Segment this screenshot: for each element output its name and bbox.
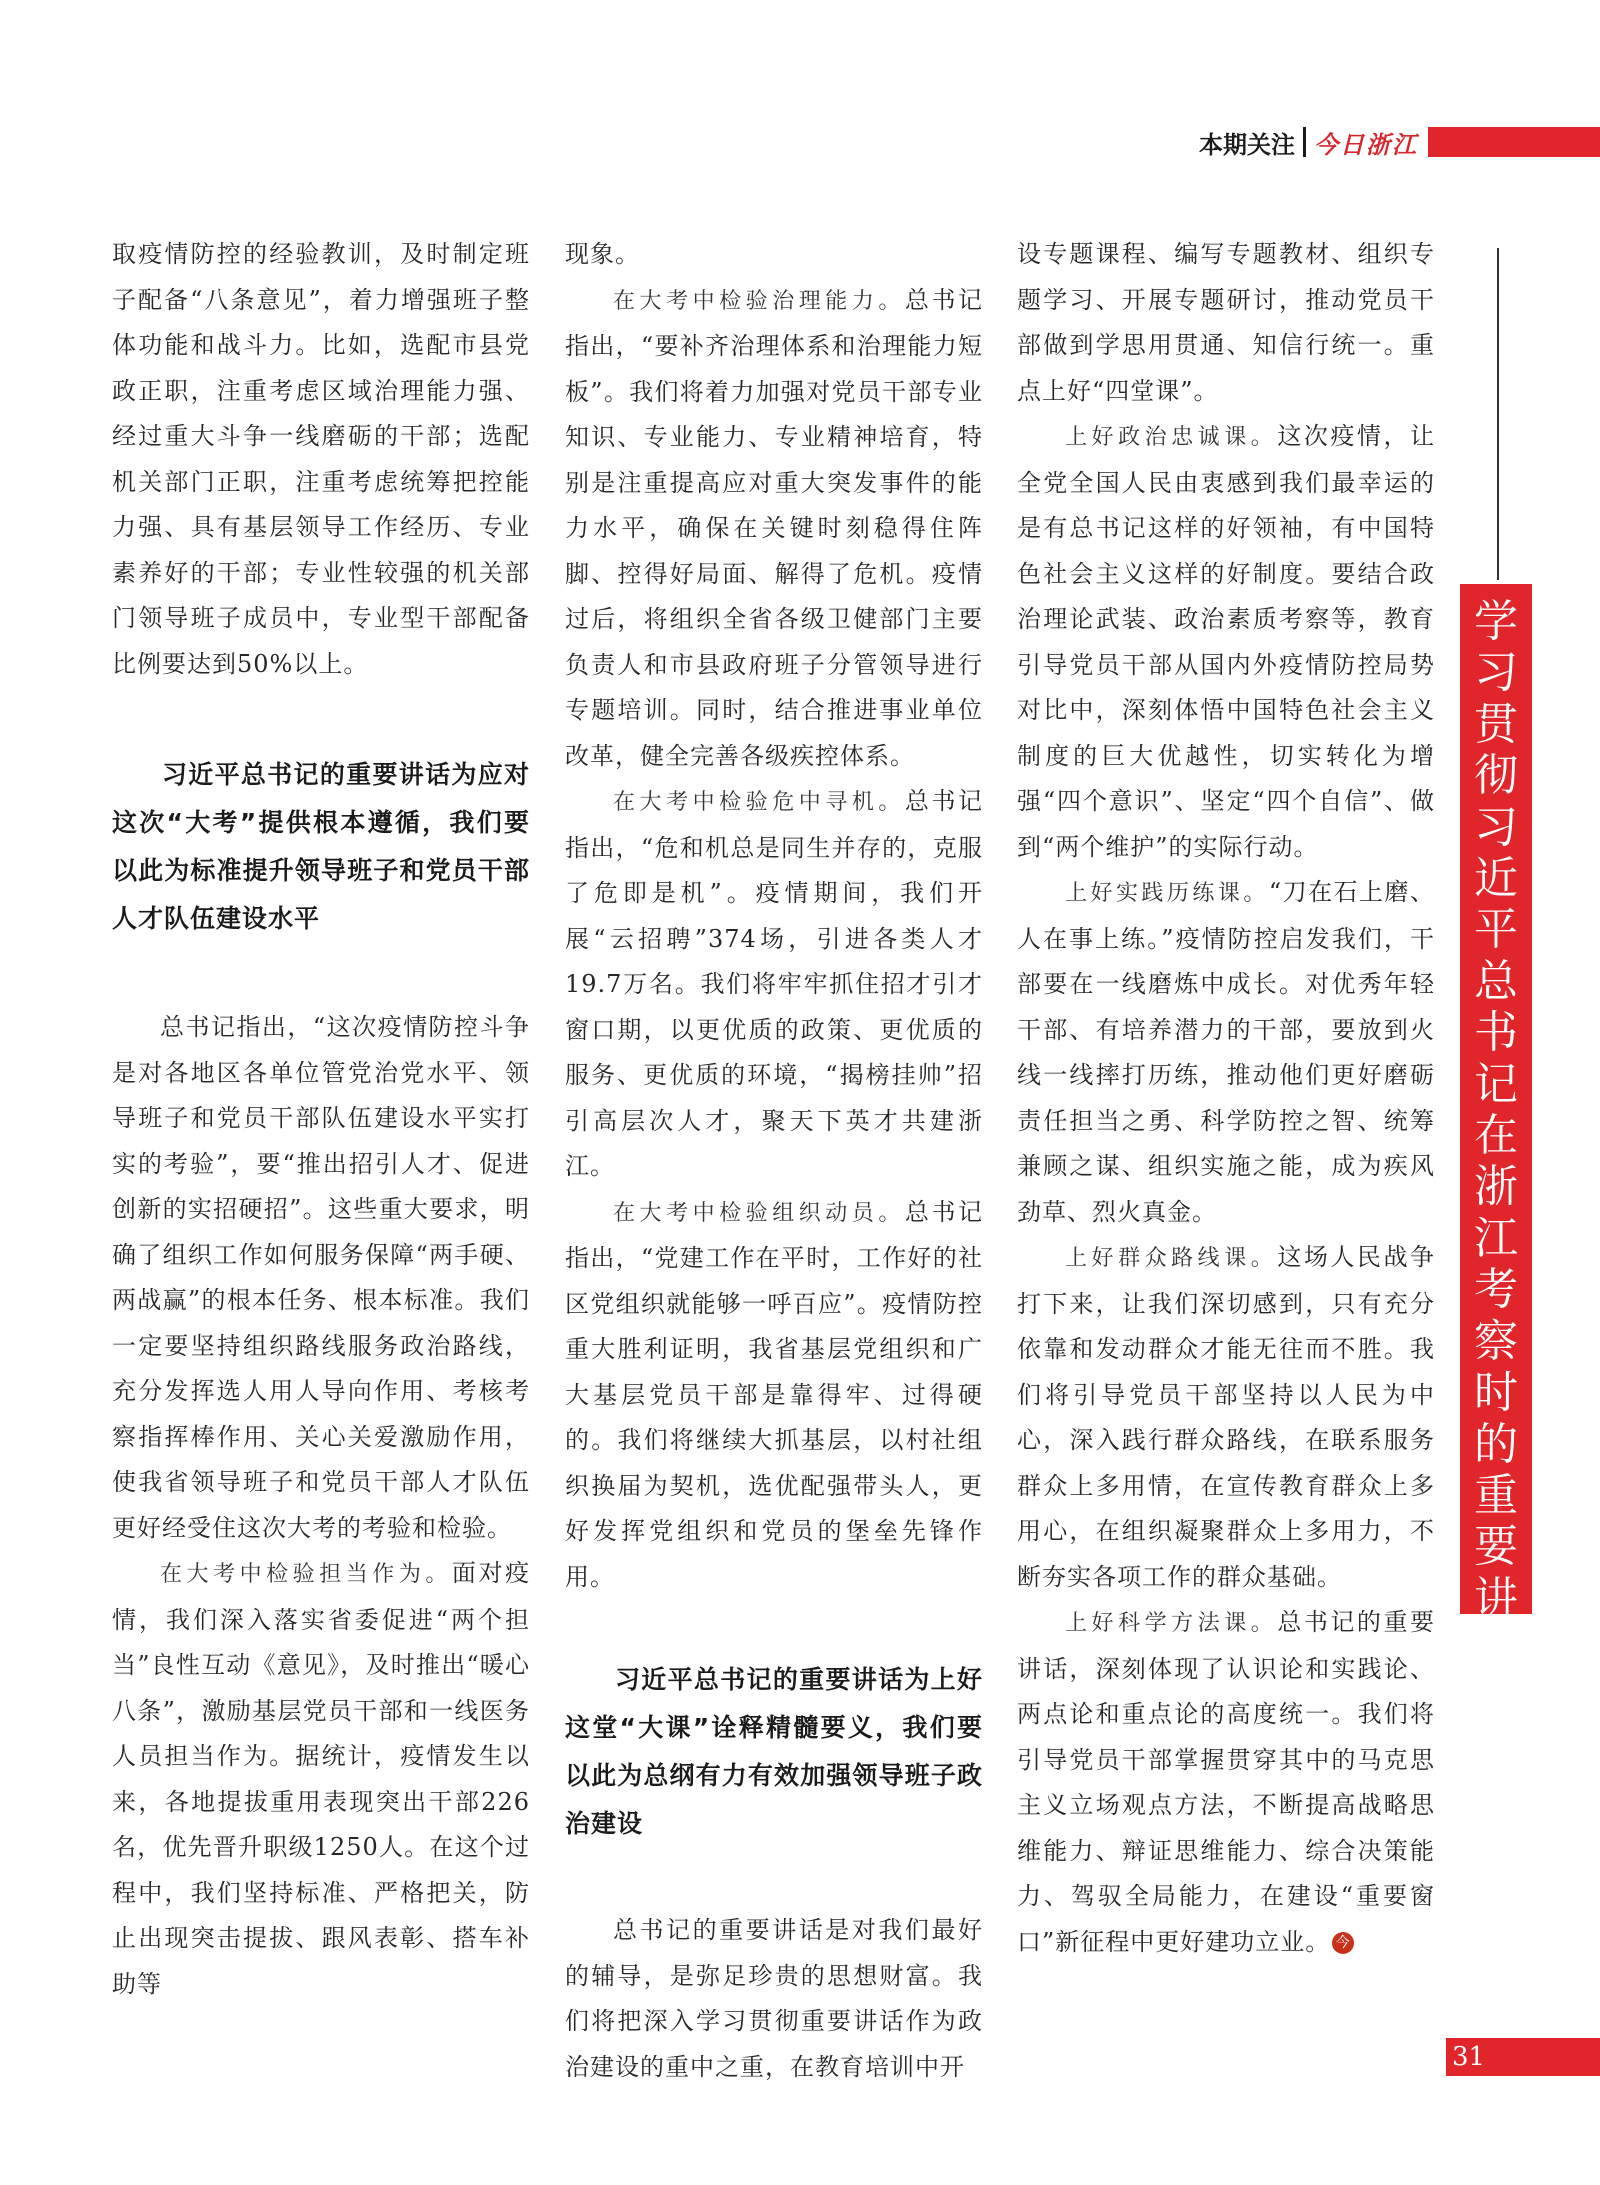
column-2 [565,232,983,2090]
paragraph-lead: 上好政治忠诚课。 [1065,425,1278,450]
section-label: 本期关注 [1199,130,1295,159]
column-1 [112,232,530,2007]
header-divider [1303,127,1306,157]
paragraph-body: 这场人民战争打下来，让我们深切感到，只有充分依靠和发动群众才能无往而不胜。我们将引导党员干部坚持以人民为中心，深入践行群众路线，在联系服务群众上多用情，在宣传教育群众上多用心，在组织凝聚群众上多用力，不断夯实各项工作的群众基础。 [1017,1243,1435,1591]
paragraph [565,278,983,780]
section-heading: 习近平总书记的重要讲话为上好这堂“大课”诠释精髓要义，我们要以此为总纲有力有效加强领导班子政治建设 [565,1665,983,1838]
paragraph [565,779,983,1190]
paragraph: 取疫情防控的经验教训，及时制定班子配备“八条意见”，着力增强班子整体功能和战斗力。比如，选配市县党政正职，注重考虑区域治理能力强、经过重大斗争一线磨砺的干部；选配机关部门正职，注重考虑统筹把控能力强、具有基层领导工作经历、专业素养好的干部；专业性较强的机关部门领导班子成员中，专业型干部配备比例要达到50%以上。 [112,240,530,678]
paragraph: 设专题课程、编写专题教材、组织专题学习、开展专题研讨，推动党员干部做到学思用贯通、知信行统一。重点上好“四堂课”。 [1017,240,1435,405]
paragraph: 总书记指出，“这次疫情防控斗争是对各地区各单位管党治党水平、领导班子和党员干部队伍建设水平实打实的考验”，要“推出招引人才、促进创新的实招硬招”。这些重大要求，明确了组织工作如何服务保障“两手硬、两战赢”的根本任务、根本标准。我们一定要坚持组织路线服务政治路线，充分发挥选人用人导向作用、考核考察指挥棒作用、关心关爱激励作用，使我省领导班子和党员干部人才队伍更好经受住这次大考的考验和检验。 [112,1013,530,1542]
banner-title: 学习贯彻习近平总书记在浙江考察时的重要讲话精神 [1474,596,1518,1778]
paragraph-body: 总书记指出，“危和机总是同生并存的，克服了危即是机”。疫情期间，我们开展“云招聘”374场，引进各类人才19.7万名。我们将牢牢抓住招才引才窗口期，以更优质的政策、更优质的服务、更优质的环境，“揭榜挂帅”招引高层次人才，聚天下英才共建浙江。 [565,787,983,1180]
end-mark-icon: 今 [1332,1932,1354,1954]
paragraph-body: “刀在石上磨、人在事上练。”疫情防控启发我们，干部要在一线磨炼中成长。对优秀年轻干部、有培养潜力的干部，要放到火线一线摔打历练，推动他们更好磨砺责任担当之勇、科学防控之智、统筹兼顾之谋、组织实施之能，成为疾风劲草、烈火真金。 [1017,878,1435,1226]
paragraph-body: 这次疫情，让全党全国人民由衷感到我们最幸运的是有总书记这样的好领袖，有中国特色社会主义这样的好制度。要结合政治理论武装、政治素质考察等，教育引导党员干部从国内外疫情防控局势对比中，深刻体悟中国特色社会主义制度的巨大优越性，切实转化为增强“四个意识”、坚定“四个自信”、做到“两个维护”的实际行动。 [1017,422,1435,861]
column-3 [1017,232,1435,1965]
paragraph-body: 总书记指出，“要补齐治理体系和治理能力短板”。我们将着力加强对党员干部专业知识、专业能力、专业精神培育，特别是注重提高应对重大突发事件的能力水平，确保在关键时刻稳得住阵脚、控得好局面、解得了危机。疫情过后，将组织全省各级卫健部门主要负责人和市县政府班子分管领导进行专题培训。同时，结合推进事业单位改革，健全完善各级疾控体系。 [565,285,983,770]
paragraph-lead: 上好实践历练课。 [1065,881,1269,906]
paragraph [1017,1235,1435,1600]
paragraph [1017,1600,1435,1965]
paragraph [1017,870,1435,1235]
paragraph: 总书记的重要讲话是对我们最好的辅导，是弥足珍贵的思想财富。我们将把深入学习贯彻重要讲话作为政治建设的重中之重，在教育培训中开 [565,1916,983,2081]
paragraph: 现象。 [565,240,640,268]
paragraph-lead: 上好科学方法课。 [1065,1611,1278,1636]
page-header [1199,122,1600,162]
side-banner [1460,584,1532,1778]
paragraph-lead: 在大考中检验治理能力。 [613,288,905,314]
paragraph [1017,414,1435,870]
page-number: 31 [1452,2042,1486,2072]
section-heading: 习近平总书记的重要讲话为应对这次“大考”提供根本遵循，我们要以此为标准提升领导班子和党员干部人才队伍建设水平 [112,760,530,933]
page-number-bar [1446,2038,1600,2076]
magazine-logo: 今日浙江 [1314,129,1418,159]
paragraph [112,1551,530,2007]
paragraph-lead: 上好群众路线课。 [1065,1246,1278,1271]
paragraph [565,1190,983,1601]
banner-rule [1497,248,1499,580]
paragraph-body: 总书记的重要讲话，深刻体现了认识论和实践论、两点论和重点论的高度统一。我们将引导党员干部掌握贯穿其中的马克思主义立场观点方法，不断提高战略思维能力、辩证思维能力、综合决策能力、驾驭全局能力，在建设“重要窗口”新征程中更好建功立业。 [1017,1608,1435,1956]
paragraph-body: 总书记指出，“党建工作在平时，工作好的社区党组织就能够一呼百应”。疫情防控重大胜利证明，我省基层党组织和广大基层党员干部是靠得牢、过得硬的。我们将继续大抓基层，以村社组织换届为契机，选优配强带头人，更好发挥党组织和党员的堡垒先锋作用。 [565,1197,983,1591]
paragraph-lead: 在大考中检验危中寻机。 [613,790,905,815]
paragraph-body: 面对疫情，我们深入落实省委促进“两个担当”良性互动《意见》，及时推出“暖心八条”，激励基层党员干部和一线医务人员担当作为。据统计，疫情发生以来，各地提拔重用表现突出干部226名，优先晋升职级1250人。在这个过程中，我们坚持标准、严格把关，防止出现突击提拔、跟风表彰、搭车补助等 [112,1559,530,1998]
paragraph-lead: 在大考中检验组织动员。 [613,1200,905,1226]
paragraph-lead: 在大考中检验担当作为。 [160,1562,452,1587]
header-accent-bar [1428,127,1600,157]
